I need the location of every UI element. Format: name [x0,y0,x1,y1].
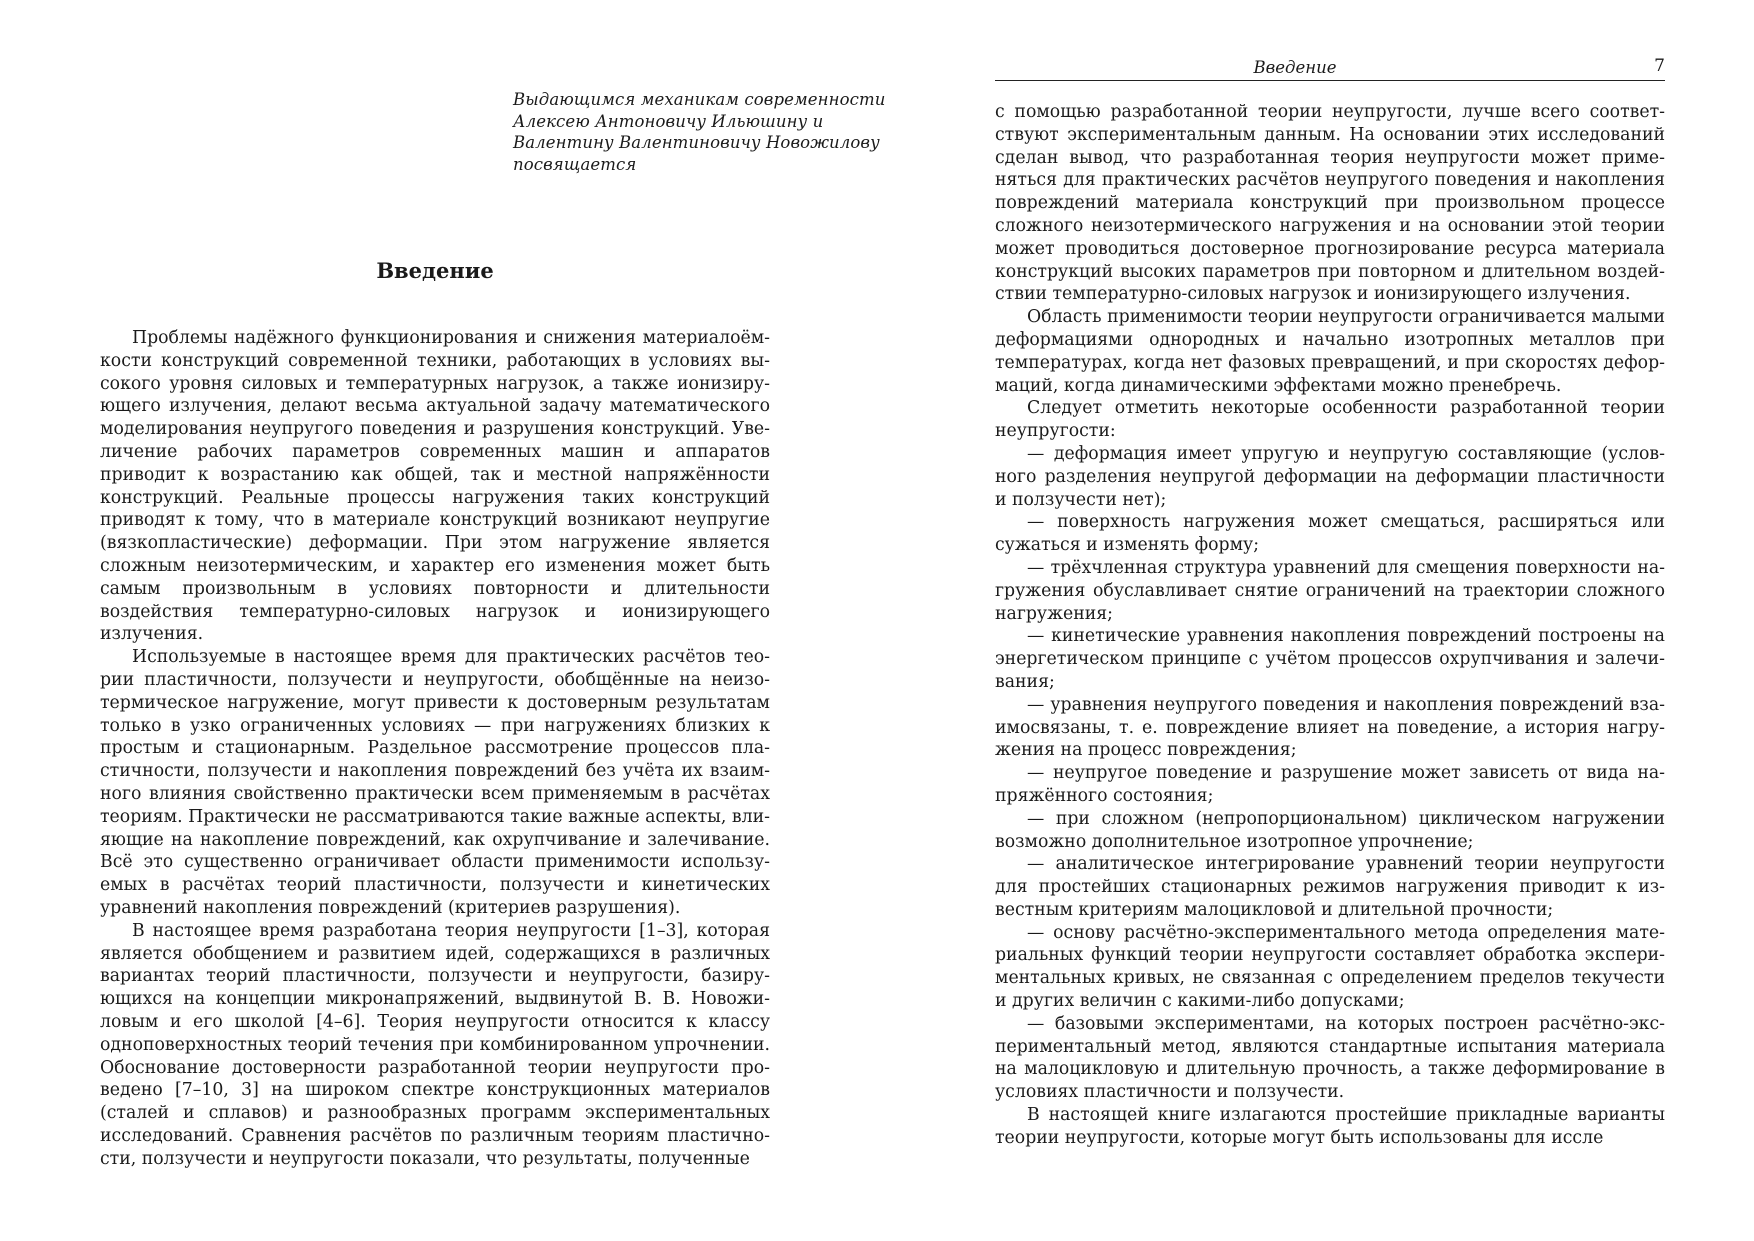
paragraph: Область применимости теории неупругости ограничивается малыми деформациями однородных и начально изотропных металлов при температурах, когда нет фазовых превращений, и при скоростях деформаций, когда динамическими эффектами можно пренебречь. [995,307,1665,396]
list-item: — базовыми экспериментами, на которых построен расчётно-экспериментальный метод, являются стандартные испытания материала на малоцикловую и длительную прочность, а также деформирование в условиях пластичности и ползучести. [995,1013,1665,1103]
paragraph: Следует отметить некоторые особенности разработанной теории неупругости: [995,398,1665,442]
paragraph: В настоящее время разработана теория неупругости [1–3], которая является обобщением и развитием идей, содержащихся в различных вариантах теорий пластичности, ползучести и неупругости, базирующихся на концепции микронапряжений, выдвинутой В. В. Новожиловым и его школой [4–6]. Теория неупругости относится к классу одноповерхностных теорий течения при комбинированном упрочнении. Обоснование достоверности разработанной теории неупругости проведено [7–10, 3] на широком спектре конструкционных материалов (сталей и сплавов) и разнообразных программ экспериментальных исследований. Сравнения расчётов по различным теориям пластичности, ползучести и неупругости показали, что результаты, полученные [100,920,770,1169]
right-page-body [995,101,1665,1150]
list-item: — трёхчленная структура уравнений для смещения поверхности нагружения обуславливает снятие ограничений на траектории сложного нагружения; [995,557,1665,624]
dedication-line: Алексею Антоновичу Ильюшину и [513,111,824,131]
paragraph: Используемые в настоящее время для практических расчётов теории пластичности, ползучести и неупругости, обобщённые на неизотермическое нагружение, могут привести к достоверным результатам только в узко ограниченных условиях — при нагружениях близких к простым и стационарным. Раздельное рассмотрение процессов пластичности, ползучести и накопления повреждений без учёта их взаимного влияния свойственно практически всем применяемым в расчётах теориям. Практически не рассматриваются такие важные аспекты, влияющие на накопление повреждений, как охрупчивание и залечивание. Всё это существенно ограничивает области применимости используемых в расчётах теорий пластичности, ползучести и кинетических уравнений накопления повреждений (критериев разрушения). [100,647,770,918]
paragraph: с помощью разработанной теории неупругости, лучше всего соответствуют экспериментальным данным. На основании этих исследований сделан вывод, что разработанная теория неупругости может применяться для практических расчётов неупругого поведения и накопления повреждений материала конструкций при произвольном процессе сложного неизотермического нагружения и на основании этой теории может проводиться достоверное прогнозирование ресурса материала конструкций высоких параметров при повторном и длительном воздействии температурно-силовых нагрузок и ионизирующего излучения. [995,102,1665,305]
dedication-line: Выдающимся механикам современности [513,90,886,109]
left-page-body [100,327,770,1170]
running-head [995,56,1665,81]
list-item: — кинетические уравнения накопления повреждений построены на энергетическом принципе с учётом процессов охрупчивания и залечивания; [995,626,1665,692]
list-item: — поверхность нагружения может смещаться, расширяться или сужаться и изменять форму; [995,512,1665,556]
list-item: — уравнения неупругого поведения и накопления повреждений взаимосвязаны, т. е. повреждение влияет на поведение, а история нагружения на процесс повреждения; [995,694,1665,761]
page-number: 7 [1654,56,1665,76]
list-item: — при сложном (непропорциональном) циклическом нагружении возможно дополнительное изотропное упрочнение; [995,808,1665,852]
dedication [513,89,913,175]
list-item: — неупругое поведение и разрушение может зависеть от вида напряжённого состояния; [995,763,1665,806]
dedication-line: посвящается [513,154,637,174]
list-item: — аналитическое интегрирование уравнений теории неупругости для простейших стационарных режимов нагружения приводит к известным критериям малоцикловой и длительной прочности; [995,854,1665,920]
dedication-line: Валентину Валентиновичу Новожилову [513,133,880,152]
paragraph: В настоящей книге излагаются простейшие прикладные варианты теории неупругости, которые могут быть использованы для иссле [995,1105,1665,1148]
running-head-title: Введение [1253,58,1337,77]
paragraph: Проблемы надёжного функционирования и снижения материалоёмкости конструкций современной техники, работающих в условиях высокого уровня силовых и температурных нагрузок, а также ионизирующего излучения, делают весьма актуальной задачу математического моделирования неупругого поведения и разрушения конструкций. Увеличение рабочих параметров современных машин и аппаратов приводит к возрастанию как общей, так и местной напряжённости конструкций. Реальные процессы нагружения таких конструкций приводят к тому, что в материале конструкций возникают неупругие (вязкопластические) деформации. При этом нагружение является сложным неизотермическим, и характер его изменения может быть самым произвольным в условиях повторности и длительности воздействия температурно-силовых нагрузок и ионизирующего излучения. [100,328,770,645]
chapter-title: Введение [376,258,494,283]
list-item: — деформация имеет упругую и неупругую составляющие (условного разделения неупругой деформации на деформации пластичности и ползучести нет); [995,443,1665,510]
list-item: — основу расчётно-экспериментального метода определения материальных функций теории неупругости составляет обработка экспериментальных кривых, не связанная с определением пределов текучести и других величин с какими-либо допусками; [995,922,1665,1012]
